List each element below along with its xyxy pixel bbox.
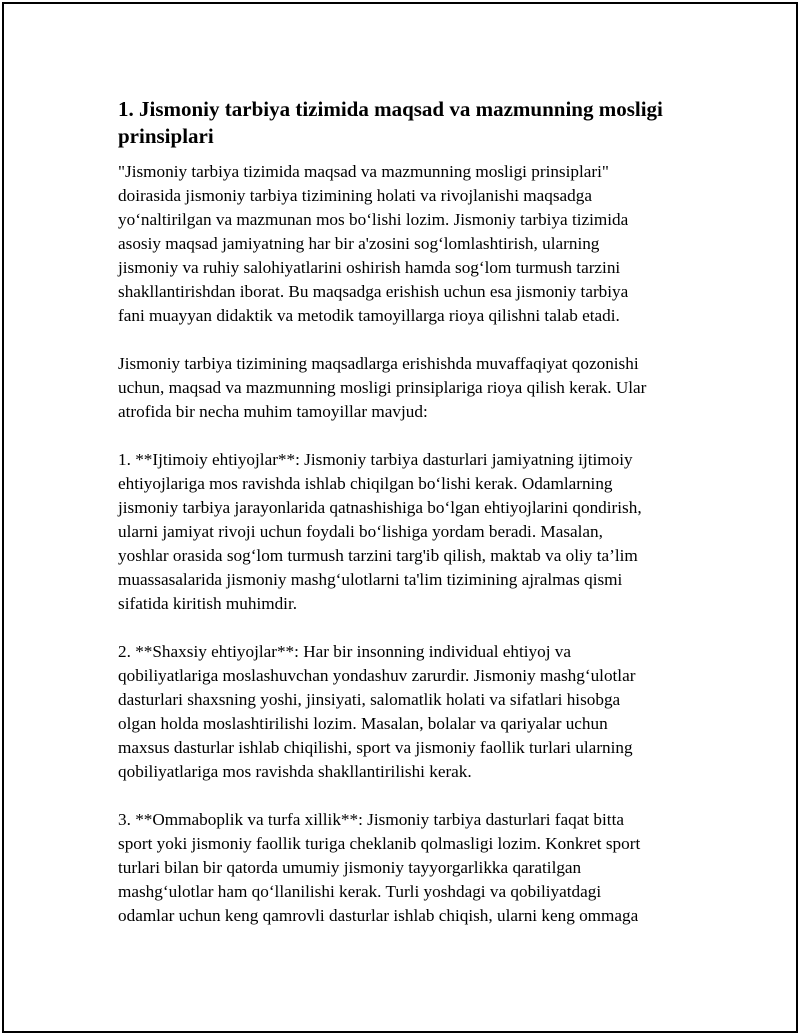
paragraph-personal-needs: 2. **Shaxsiy ehtiyojlar**: Har bir insonning individual ehtiyoj va qobiliyatlariga moslashuvchan yondashuv zarurdir. Jismoniy mashg‘ulotlar dasturlari shaxsning yoshi, jinsiyati, salomatlik holati va sifatlari hisobga olgan holda moslashtirilishi lozim. Masalan, bolalar va qariyalar uchun maxsus dasturlar ishlab chiqilishi, sport va jismoniy faollik turlari ularning qobiliyatlariga mos ravishda shakllantirilishi kerak. bbox=[118, 642, 636, 781]
paragraph-principles-intro: Jismoniy tarbiya tizimining maqsadlarga erishishda muvaffaqiyat qozonishi uchun, maqsad va mazmunning mosligi prinsiplariga rioya qilish kerak. Ular atrofida bir necha muhim tamoyillar mavjud: bbox=[118, 354, 647, 421]
document-heading: 1. Jismoniy tarbiya tizimida maqsad va mazmunning mosligi prinsiplari bbox=[118, 97, 663, 148]
document-body bbox=[118, 96, 703, 952]
paragraph-intro: "Jismoniy tarbiya tizimida maqsad va mazmunning mosligi prinsiplari" doirasida jismoniy tarbiya tizimining holati va rivojlanishi maqsadga yo‘naltirilgan va mazmunan mos bo‘lishi lozim. Jismoniy tarbiya tizimida asosiy maqsad jamiyatning har bir a'zosini sog‘lomlashtirish, ularning jismoniy va ruhiy salohiyatlarini oshirish hamda sog‘lom turmush tarzini shakllantirishdan iborat. Bu maqsadga erishish uchun esa jismoniy tarbiya fani muayyan didaktik va metodik tamoyillarga rioya qilishni talab etadi. bbox=[118, 162, 629, 325]
document-page bbox=[2, 2, 798, 1033]
paragraph-popularity-diversity: 3. **Ommaboplik va turfa xillik**: Jismoniy tarbiya dasturlari faqat bitta sport yoki jismoniy faollik turiga cheklanib qolmasligi lozim. Konkret sport turlari bilan bir qatorda umumiy jismoniy tayyorgarlikka qaratilgan mashg‘ulotlar ham qo‘llanilishi kerak. Turli yoshdagi va qobiliyatdagi odamlar uchun keng qamrovli dasturlar ishlab chiqish, ularni keng ommaga bbox=[118, 810, 641, 925]
paragraph-social-needs: 1. **Ijtimoiy ehtiyojlar**: Jismoniy tarbiya dasturlari jamiyatning ijtimoiy ehtiyojlariga mos ravishda ishlab chiqilgan bo‘lishi kerak. Odamlarning jismoniy tarbiya jarayonlarida qatnashishiga bo‘lgan ehtiyojlarini qondirish, ularni jamiyat rivoji uchun foydali bo‘lishiga yordam beradi. Masalan, yoshlar orasida sog‘lom turmush tarzini targ'ib qilish, maktab va oliy ta’lim muassasalarida jismoniy mashg‘ulotlarni ta'lim tizimining ajralmas qismi sifatida kiritish muhimdir. bbox=[118, 450, 642, 613]
